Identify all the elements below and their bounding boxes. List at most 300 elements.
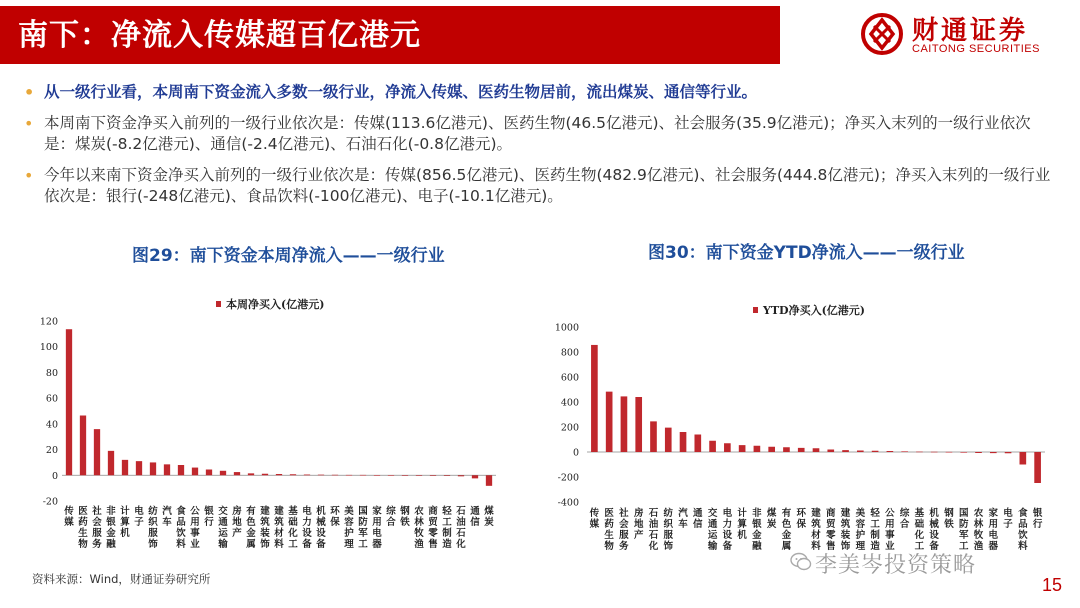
- x-tick-label: [723, 507, 733, 552]
- x-tick-char: 力: [722, 519, 733, 530]
- logo-text-en: CAITONG SECURITIES: [912, 43, 1040, 55]
- x-tick-char: 筑: [260, 517, 270, 528]
- x-tick-char: 合: [386, 517, 396, 528]
- x-tick-label: [900, 507, 910, 530]
- bar: [332, 475, 338, 476]
- x-tick-label: [781, 507, 792, 552]
- bullet-dot-icon: •: [24, 83, 35, 102]
- bar: [975, 452, 982, 453]
- x-tick-char: 社: [92, 506, 102, 517]
- x-tick-char: 牧: [973, 530, 984, 541]
- legend-swatch: [216, 301, 221, 307]
- bar: [872, 451, 879, 452]
- x-tick-char: 会: [92, 517, 102, 528]
- x-tick-char: 食: [1018, 508, 1028, 519]
- x-tick-label: [259, 505, 270, 550]
- x-tick-label: [330, 505, 340, 528]
- page-title: 南下：净流入传媒超百亿港元: [18, 18, 421, 53]
- bar: [80, 416, 86, 476]
- x-tick-label: [148, 505, 158, 550]
- x-tick-char: 物: [78, 539, 88, 550]
- x-tick-char: 铁: [944, 519, 954, 530]
- x-tick-char: 织: [663, 519, 674, 530]
- bar: [178, 465, 184, 475]
- x-tick-char: 食: [176, 506, 186, 517]
- x-tick-label: [428, 505, 438, 550]
- x-tick-char: 造: [442, 539, 452, 550]
- x-tick-label: [316, 505, 326, 550]
- bar: [916, 452, 923, 453]
- x-tick-label: [134, 505, 144, 528]
- watermark-text: 李美岑投资策略: [815, 553, 977, 578]
- x-tick-char: 售: [826, 541, 836, 552]
- x-tick-char: 信: [470, 517, 480, 528]
- company-logo: [860, 10, 1060, 60]
- x-tick-char: 机: [737, 530, 747, 541]
- bar: [591, 345, 598, 452]
- x-tick-char: 商: [428, 506, 438, 517]
- x-tick-char: 工: [958, 541, 969, 552]
- x-tick-char: 化: [914, 530, 925, 541]
- bar: [813, 448, 820, 452]
- bar: [290, 474, 296, 475]
- x-tick-char: 制: [870, 530, 880, 541]
- x-tick-char: 社: [619, 508, 629, 519]
- y-tick-label: 0: [51, 470, 58, 482]
- bar: [931, 452, 938, 453]
- x-tick-char: 用: [190, 517, 200, 528]
- x-tick-char: 筑: [811, 519, 821, 530]
- x-tick-char: 环: [796, 508, 806, 519]
- x-tick-char: 钢: [944, 508, 954, 519]
- x-tick-char: 林: [414, 517, 424, 528]
- bar: [430, 475, 436, 476]
- x-tick-char: 用: [372, 517, 382, 528]
- x-tick-char: 事: [190, 528, 200, 539]
- bar: [665, 428, 672, 452]
- bar: [248, 473, 254, 475]
- x-tick-char: 药: [78, 517, 88, 528]
- x-tick-char: 用: [988, 519, 999, 530]
- x-tick-char: 传: [589, 508, 600, 519]
- bar: [990, 452, 997, 453]
- x-tick-char: 容: [344, 517, 354, 528]
- x-tick-char: 饮: [176, 528, 186, 539]
- x-tick-char: 生: [604, 530, 614, 541]
- x-tick-char: 车: [678, 519, 688, 530]
- bar: [94, 429, 100, 475]
- bar: [402, 475, 408, 476]
- y-tick-label: 100: [39, 342, 58, 354]
- x-tick-char: 石: [648, 530, 659, 541]
- x-tick-char: 理: [855, 541, 866, 552]
- x-tick-char: 轻: [870, 508, 880, 519]
- x-tick-char: 牧: [414, 528, 424, 539]
- bar: [122, 460, 128, 475]
- bar: [206, 470, 212, 476]
- chart1-svg: [20, 290, 510, 560]
- x-tick-char: 力: [302, 517, 312, 528]
- x-tick-label: [1033, 507, 1043, 530]
- x-tick-char: 石: [456, 528, 466, 539]
- x-tick-label: [162, 505, 172, 528]
- bar: [842, 450, 849, 452]
- x-tick-char: 家: [988, 508, 999, 519]
- x-tick-char: 化: [456, 539, 466, 550]
- x-tick-char: 计: [737, 508, 747, 519]
- x-tick-char: 保: [330, 517, 340, 528]
- bar: [798, 448, 805, 452]
- x-tick-char: 医: [78, 506, 88, 517]
- x-tick-char: 房: [232, 506, 242, 517]
- x-tick-char: 工: [358, 539, 368, 550]
- x-tick-char: 渔: [414, 539, 424, 550]
- x-tick-char: 石: [456, 506, 466, 517]
- x-tick-label: [120, 505, 130, 539]
- x-tick-label: [707, 507, 718, 552]
- x-tick-label: [589, 507, 600, 530]
- x-tick-char: 容: [855, 519, 866, 530]
- bullet-dot-icon: •: [24, 166, 34, 185]
- x-tick-char: 非: [106, 506, 116, 517]
- x-tick-char: 银: [1032, 508, 1043, 519]
- bar: [150, 462, 156, 475]
- x-tick-char: 公: [885, 508, 895, 519]
- bar: [1034, 452, 1041, 483]
- x-tick-label: [796, 507, 806, 530]
- x-tick-char: 银: [752, 519, 762, 530]
- x-tick-char: 产: [232, 528, 242, 539]
- x-tick-char: 通: [470, 506, 480, 517]
- x-tick-label: [344, 505, 354, 550]
- x-tick-label: [810, 507, 821, 552]
- x-tick-char: 事: [885, 530, 895, 541]
- x-tick-label: [973, 507, 984, 552]
- bar: [472, 475, 478, 478]
- x-tick-label: [826, 507, 836, 552]
- x-tick-char: 运: [707, 530, 718, 541]
- x-tick-char: 材: [274, 528, 284, 539]
- x-tick-label: [190, 506, 200, 550]
- bar: [360, 475, 366, 476]
- bar: [680, 432, 687, 452]
- x-tick-char: 子: [1003, 519, 1013, 530]
- x-tick-char: 础: [288, 517, 298, 528]
- bar: [262, 474, 268, 476]
- x-tick-char: 零: [428, 528, 438, 539]
- x-tick-char: 饰: [260, 539, 270, 550]
- x-tick-char: 房: [633, 508, 644, 519]
- y-tick-label: 0: [572, 447, 579, 459]
- x-tick-char: 渔: [973, 541, 984, 552]
- bar: [234, 472, 240, 475]
- x-tick-char: 筑: [840, 519, 851, 530]
- x-tick-label: [988, 507, 999, 552]
- x-tick-label: [633, 507, 644, 541]
- x-tick-char: 有: [781, 508, 792, 519]
- x-tick-char: 电: [302, 506, 312, 517]
- logo-icon: [860, 12, 904, 56]
- bar: [164, 464, 170, 475]
- bar: [650, 421, 657, 452]
- x-tick-label: [287, 505, 298, 550]
- x-tick-char: 算: [120, 517, 130, 528]
- x-tick-char: 制: [442, 528, 452, 539]
- x-tick-char: 家: [372, 506, 382, 517]
- y-tick-label: 400: [560, 397, 579, 409]
- x-tick-char: 备: [722, 541, 733, 552]
- x-tick-char: 生: [78, 528, 88, 539]
- x-tick-label: [483, 505, 494, 528]
- x-tick-label: [678, 507, 688, 530]
- x-tick-char: 钢: [400, 506, 410, 517]
- x-tick-char: 运: [218, 528, 228, 539]
- legend-label: YTD净买入(亿港元): [763, 304, 865, 317]
- bar: [486, 475, 492, 486]
- x-tick-char: 造: [870, 541, 880, 552]
- x-tick-label: [929, 507, 939, 552]
- y-tick-label: 600: [560, 372, 579, 384]
- x-tick-char: 通: [707, 519, 718, 530]
- x-tick-char: 地: [232, 517, 242, 528]
- x-tick-char: 车: [162, 517, 172, 528]
- x-tick-char: 银: [106, 517, 116, 528]
- bullet-item: [22, 113, 1052, 155]
- x-tick-char: 饮: [1018, 530, 1028, 541]
- x-tick-char: 建: [260, 506, 270, 517]
- x-tick-char: 化: [288, 528, 298, 539]
- x-tick-char: 公: [190, 506, 200, 517]
- x-tick-char: 机: [929, 508, 939, 519]
- x-tick-char: 业: [885, 541, 895, 552]
- x-tick-char: 饰: [840, 541, 851, 552]
- x-tick-char: 属: [781, 541, 792, 552]
- bar: [768, 447, 775, 452]
- bar: [754, 446, 761, 452]
- x-tick-char: 美: [344, 506, 354, 517]
- x-tick-char: 军: [358, 528, 368, 539]
- y-tick-label: 80: [45, 367, 58, 379]
- x-tick-char: 服: [663, 530, 674, 541]
- legend-label: 本周净买入(亿港元): [226, 298, 325, 311]
- x-tick-label: [648, 507, 659, 552]
- bar: [739, 445, 746, 452]
- x-tick-char: 纺: [148, 506, 158, 517]
- x-tick-label: [91, 505, 102, 550]
- x-tick-char: 服: [148, 528, 158, 539]
- bar: [857, 451, 864, 453]
- x-tick-label: [693, 507, 703, 530]
- x-tick-char: 银: [204, 506, 214, 517]
- x-tick-char: 护: [855, 530, 866, 541]
- bar: [901, 451, 908, 452]
- x-tick-char: 煤: [766, 508, 777, 519]
- wechat-icon: [790, 552, 812, 572]
- x-tick-label: [386, 505, 396, 528]
- x-tick-char: 器: [988, 541, 999, 552]
- chart2-svg: [545, 290, 1055, 558]
- x-tick-label: [106, 505, 116, 550]
- x-tick-char: 医: [604, 508, 614, 519]
- x-tick-char: 综: [899, 508, 910, 519]
- chart-ytd-net-inflow: [545, 290, 1055, 558]
- x-tick-char: 煤: [484, 506, 494, 517]
- x-tick-char: 料: [1018, 541, 1028, 552]
- bar: [887, 451, 894, 452]
- x-tick-char: 零: [826, 530, 836, 541]
- x-tick-char: 械: [929, 519, 939, 530]
- y-tick-label: 60: [45, 393, 58, 405]
- bullet-dot-icon: •: [24, 114, 34, 133]
- bullet-text: 今年以来南下资金净买入前列的一级行业依次是：传媒(856.5亿港元)、医药生物(482.9亿港元)、社会服务(444.8亿港元)；净买入末列的一级行业依次是：银行(-248亿港元)、食品饮料(-100亿港元)、电子(-10.1亿港元)。: [44, 166, 1051, 205]
- x-tick-char: 油: [648, 519, 659, 530]
- x-tick-label: [885, 508, 895, 552]
- x-tick-char: 通: [218, 517, 228, 528]
- x-tick-char: 务: [92, 539, 102, 550]
- bar: [220, 471, 226, 476]
- x-tick-char: 石: [648, 508, 659, 519]
- chart-weekly-net-inflow: [20, 290, 510, 560]
- x-tick-char: 输: [218, 539, 228, 550]
- x-tick-char: 计: [120, 506, 130, 517]
- x-tick-label: [441, 505, 452, 550]
- bar: [694, 435, 701, 453]
- x-tick-label: [231, 505, 242, 539]
- x-tick-char: 保: [796, 519, 806, 530]
- x-tick-label: [78, 505, 88, 550]
- x-tick-char: 通: [693, 508, 703, 519]
- x-tick-char: 环: [330, 506, 340, 517]
- x-tick-char: 品: [1018, 519, 1028, 530]
- x-tick-label: [840, 507, 851, 552]
- x-tick-char: 料: [274, 539, 284, 550]
- x-tick-char: 装: [840, 530, 851, 541]
- x-tick-char: 交: [707, 508, 718, 519]
- x-tick-char: 料: [176, 539, 186, 550]
- bar: [192, 468, 198, 476]
- x-tick-char: 理: [344, 539, 354, 550]
- bar: [960, 452, 967, 453]
- bar: [416, 475, 422, 476]
- x-tick-char: 装: [260, 528, 270, 539]
- x-tick-char: 织: [148, 517, 158, 528]
- x-tick-char: 有: [246, 506, 256, 517]
- x-tick-char: 交: [218, 506, 228, 517]
- bar: [388, 475, 394, 476]
- x-tick-label: [959, 507, 969, 552]
- x-tick-char: 业: [190, 539, 200, 550]
- x-tick-char: 融: [106, 539, 116, 550]
- x-tick-char: 药: [604, 519, 614, 530]
- bar: [108, 451, 114, 475]
- bullet-item: [22, 82, 1052, 103]
- x-tick-char: 备: [302, 539, 312, 550]
- x-tick-char: 商: [826, 508, 836, 519]
- x-tick-char: 饰: [663, 541, 674, 552]
- bar: [621, 396, 628, 452]
- x-tick-char: 础: [914, 519, 925, 530]
- x-tick-label: [856, 507, 866, 552]
- x-tick-char: 工: [288, 539, 298, 550]
- x-tick-char: 轻: [442, 506, 452, 517]
- x-tick-char: 产: [633, 530, 644, 541]
- x-tick-char: 备: [316, 539, 326, 550]
- x-tick-char: 建: [811, 508, 821, 519]
- y-tick-label: -20: [42, 496, 58, 508]
- x-tick-label: [273, 505, 284, 550]
- x-tick-char: 美: [855, 508, 866, 519]
- y-tick-label: 120: [39, 316, 58, 328]
- x-tick-char: 器: [372, 539, 382, 550]
- bar: [346, 475, 352, 476]
- x-tick-label: [737, 507, 747, 541]
- bar: [444, 475, 450, 476]
- bar: [783, 447, 790, 452]
- x-tick-char: 电: [134, 506, 144, 517]
- x-tick-char: 备: [929, 541, 939, 552]
- x-tick-char: 料: [811, 541, 821, 552]
- x-tick-char: 设: [302, 528, 312, 539]
- x-tick-char: 农: [414, 506, 424, 517]
- x-tick-char: 机: [316, 506, 326, 517]
- bullet-text: 本周南下资金净买入前列的一级行业依次是：传媒(113.6亿港元)、医药生物(46.5亿港元)、社会服务(35.9亿港元)；净买入末列的一级行业依次是：煤炭(-8.2亿港元)、通信(-2.4亿港元)、石油石化(-0.8亿港元)。: [44, 114, 1031, 153]
- x-tick-char: 工: [914, 541, 925, 552]
- x-tick-label: [217, 505, 228, 550]
- x-tick-char: 设: [316, 528, 326, 539]
- x-tick-label: [943, 507, 954, 530]
- source-note: 资料来源：Wind，财通证券研究所: [32, 572, 211, 586]
- x-tick-char: 子: [134, 517, 144, 528]
- x-tick-char: 纺: [663, 508, 674, 519]
- x-tick-char: 筑: [274, 517, 284, 528]
- x-tick-char: 融: [752, 541, 762, 552]
- x-tick-char: 铁: [400, 517, 410, 528]
- x-tick-char: 基: [288, 506, 298, 517]
- bar: [1020, 452, 1027, 465]
- bar: [136, 461, 142, 475]
- y-tick-label: -200: [557, 472, 579, 484]
- bullet-text: 从一级行业看，本周南下资金流入多数一级行业，净流入传媒、医药生物居前，流出煤炭、通信等行业。: [44, 83, 758, 101]
- x-tick-char: 设: [722, 530, 733, 541]
- x-tick-char: 械: [316, 517, 326, 528]
- chart2-title: 图30：南下资金YTD净流入——一级行业: [648, 243, 965, 263]
- x-tick-char: 售: [428, 539, 438, 550]
- x-tick-char: 金: [106, 528, 116, 539]
- x-tick-label: [455, 505, 466, 550]
- y-tick-label: 800: [560, 347, 579, 359]
- x-tick-char: 军: [958, 530, 969, 541]
- x-tick-char: 会: [619, 519, 629, 530]
- bar: [709, 441, 716, 452]
- x-tick-char: 工: [442, 517, 452, 528]
- x-tick-char: 属: [246, 539, 256, 550]
- x-tick-label: [766, 507, 777, 530]
- x-tick-char: 信: [693, 519, 703, 530]
- x-tick-char: 输: [707, 541, 718, 552]
- chart1-title: 图29：南下资金本周净流入——一级行业: [132, 246, 445, 266]
- x-tick-label: [245, 505, 256, 550]
- bar: [635, 397, 642, 452]
- x-tick-label: [371, 505, 382, 550]
- x-tick-label: [204, 505, 214, 528]
- x-tick-char: 建: [840, 508, 851, 519]
- x-tick-label: [618, 507, 629, 552]
- bar: [827, 450, 834, 453]
- x-tick-char: 电: [722, 508, 733, 519]
- x-tick-char: 色: [781, 519, 792, 530]
- x-tick-char: 防: [958, 519, 969, 530]
- x-tick-char: 合: [899, 519, 910, 530]
